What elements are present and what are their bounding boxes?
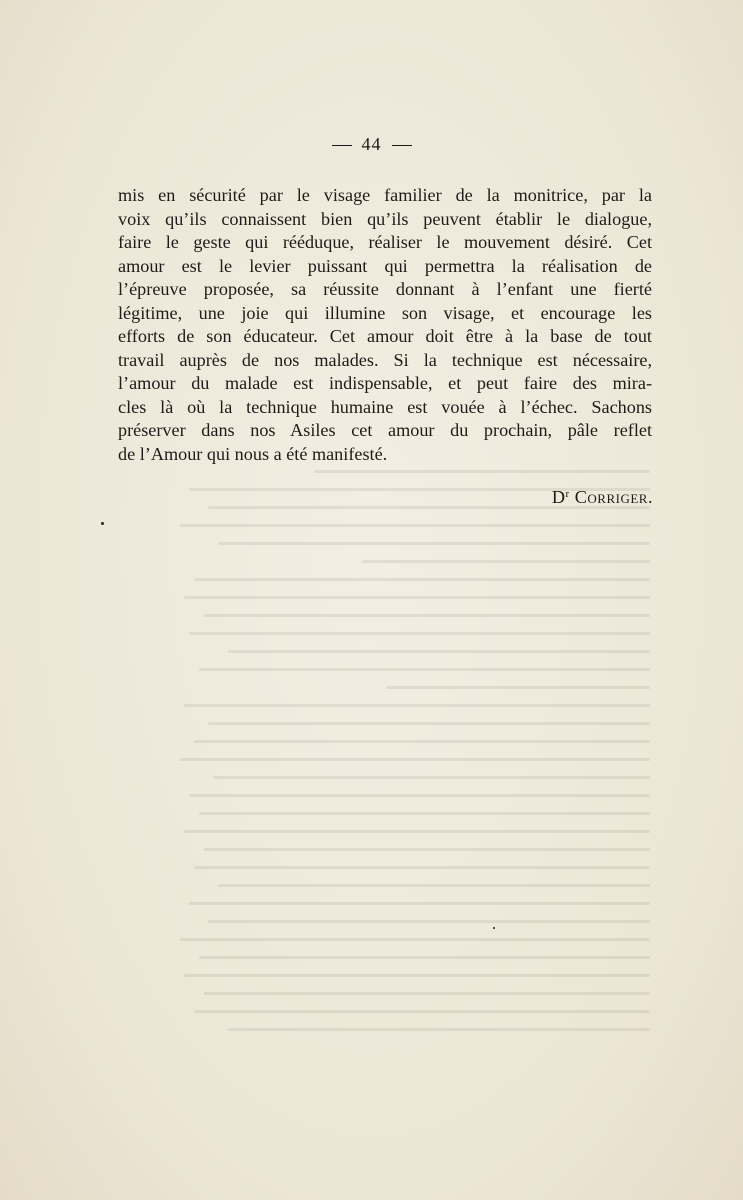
paragraph-line: amour est le levier puissant qui permettra la réalisation de <box>118 255 652 276</box>
paragraph-line: travail auprès de nos malades. Si la technique est nécessaire, <box>118 349 652 370</box>
reverse-side-bleed-through <box>170 470 650 1070</box>
signature-title: D <box>551 487 566 507</box>
paper-speck <box>493 927 495 929</box>
paragraph-line: efforts de son éducateur. Cet amour doit être à la base de tout <box>118 326 652 347</box>
paragraph-line: légitime, une joie qui illumine son visage, et encourage les <box>118 302 652 323</box>
signature-title-sup: r <box>565 488 570 500</box>
paragraph-line: préserver dans nos Asiles cet amour du prochain, pâle reflet <box>118 420 652 441</box>
page-number-value: 44 <box>361 134 382 154</box>
paragraph-line: faire le geste qui rééduque, réaliser le mouvement désiré. Cet <box>118 232 652 253</box>
paragraph-line: voix qu’ils connaissent bien qu’ils peuvent établir le dialogue, <box>118 208 652 229</box>
author-signature <box>552 487 653 508</box>
folio-dash-right <box>392 145 412 146</box>
paragraph-line: cles là où la technique humaine est vouée à l’échec. Sachons <box>118 396 652 417</box>
page-number <box>0 134 743 155</box>
paragraph-line-last: de l’Amour qui nous a été manifesté. <box>118 444 388 465</box>
paragraph-line: mis en sécurité par le visage familier de la monitrice, par la <box>118 185 652 205</box>
paragraph-line: l’amour du malade est indispensable, et peut faire des mira- <box>118 373 652 394</box>
body-paragraph <box>118 184 652 467</box>
paragraph-line: l’épreuve proposée, sa réussite donnant à l’enfant une fierté <box>118 279 652 300</box>
paper-speck <box>101 522 104 525</box>
folio-dash-left <box>332 145 352 146</box>
signature-name: Corriger. <box>574 487 653 507</box>
